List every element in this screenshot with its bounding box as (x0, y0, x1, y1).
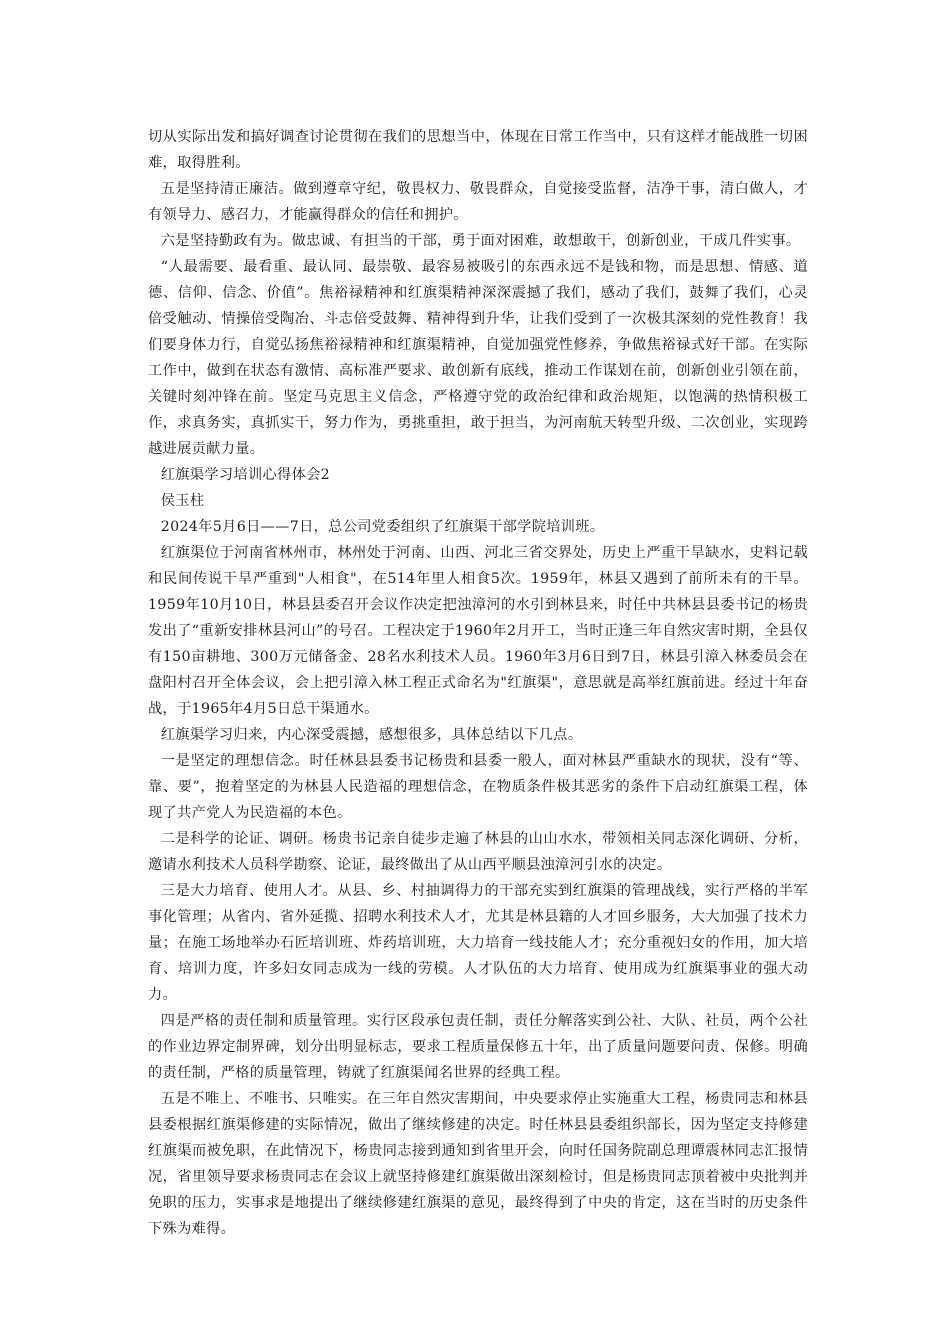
paragraph-point-three-talent: 三是大力培育、使用人才。从县、乡、村抽调得力的干部充实到红旗渠的管理战线，实行严格的半军事化管理；从省内、省外延揽、招聘水利技术人才，尤其是林县籍的人才回乡服务，大大加强了技术力量；在施工场地举办石匠培训班、炸药培训班，大力培育一线技能人才；充分重视妇女的作用，加大培育、培训力度，许多妇女同志成为一线的劳模。人才队伍的大力培育、使用成为红旗渠事业的强大动力。 (148, 883, 808, 1003)
paragraph-point-six-diligence: 六是坚持勤政有为。做忠诚、有担当的干部，勇于面对困难，敢想敢干，创新创业，干成几件实事。 (160, 233, 801, 249)
paragraph-summary-intro: 红旗渠学习归来，内心深受震撼，感想很多，具体总结以下几点。 (160, 727, 583, 743)
author-name: 侯玉柱 (160, 493, 205, 509)
document-body (148, 124, 808, 1242)
paragraph-hongqiqu-history: 红旗渠位于河南省林州市，林州处于河南、山西、河北三省交界处，历史上严重干旱缺水，史料记载和民间传说干旱严重到"人相食"，在514年里人相食5次。1959年，林县又遇到了前所未有的干旱。1959年10月10日，林县县委召开会议作决定把浊漳河的水引到林县来，时任中共林县县委书记的杨贵发出了“重新安排林县河山”的号召。工程决定于1960年2月开工，当时正逢三年自然灾害时期，全县仅有150亩耕地、300万元储备金、28名水利技术人员。1960年3月6日到7日，林县引漳入林委员会在盘阳村召开全体会议，会上把引漳入林工程正式命名为"红旗渠"，意思就是高举红旗前进。经过十年奋战，于1965年4月5日总干渠通水。 (148, 545, 808, 717)
paragraph-point-five-integrity: 五是坚持清正廉洁。做到遵章守纪，敬畏权力、敬畏群众，自觉接受监督，洁净干事，清白做人，才有领导力、感召力，才能赢得群众的信任和拥护。 (148, 181, 808, 223)
paragraph-point-one-ideals: 一是坚定的理想信念。时任林县县委书记杨贵和县委一般人，面对林县严重缺水的现状，没有“等、靠、要”，抱着坚定的为林县人民造福的理想信念，在物质条件极其恶劣的条件下启动红旗渠工程，体现了共产党人为民造福的本色。 (148, 753, 808, 821)
paragraph-point-four-quality: 四是严格的责任制和质量管理。实行区段承包责任制，责任分解落实到公社、大队、社员，两个公社的作业边界定制界碑，划分出明显标志，要求工程质量保修五十年，出了质量问题要问责、保修。明确的责任制，严格的质量管理，铸就了红旗渠闻名世界的经典工程。 (148, 1013, 808, 1081)
paragraph-point-five-truth: 五是不唯上、不唯书、只唯实。在三年自然灾害期间，中央要求停止实施重大工程，杨贵同志和林县县委根据红旗渠修建的实际情况，做出了继续修建的决定。时任林县县委组织部长，因为坚定支持修建红旗渠而被免职，在此情况下，杨贵同志接到通知到省里开会，向时任国务院副总理谭震林同志汇报情况，省里领导要求杨贵同志在会议上就坚持修建红旗渠做出深刻检讨，但是杨贵同志顶着被中央批判并免职的压力，实事求是地提出了继续修建红旗渠的意见，最终得到了中央的肯定，这在当时的历史条件下殊为难得。 (148, 1091, 808, 1237)
section-heading: 红旗渠学习培训心得体会2 (160, 467, 331, 483)
paragraph-continuation: 切从实际出发和搞好调查讨论贯彻在我们的思想当中，体现在日常工作当中，只有这样才能战胜一切困难，取得胜利。 (148, 129, 808, 171)
paragraph-training-date: 2024年5月6日——7日，总公司党委组织了红旗渠干部学院培训班。 (160, 519, 605, 535)
paragraph-point-two-research: 二是科学的论证、调研。杨贵书记亲自徒步走遍了林县的山山水水，带领相关同志深化调研、分析，邀请水利技术人员科学勘察、论证，最终做出了从山西平顺县浊漳河引水的决定。 (148, 831, 808, 873)
paragraph-quote-conclusion: “人最需要、最看重、最认同、最崇敬、最容易被吸引的东西永远不是钱和物，而是思想、情感、道德、信仰、信念、价值”。焦裕禄精神和红旗渠精神深深震撼了我们，感动了我们，鼓舞了我们，心灵倍受触动、情操倍受陶冶、斗志倍受鼓舞、精神得到升华，让我们受到了一次极其深刻的党性教育！我们要身体力行，自觉弘扬焦裕禄精神和红旗渠精神，自觉加强党性修养，争做焦裕禄式好干部。在实际工作中，做到在状态有激情、高标准严要求、敢创新有底线，推动工作谋划在前，创新创业引领在前，关键时刻冲锋在前。坚定马克思主义信念，严格遵守党的政治纪律和政治规矩，以饱满的热情积极工作，求真务实，真抓实干，努力作为，勇挑重担，敢于担当，为河南航天转型升级、二次创业，实现跨越进展贡献力量。 (148, 259, 808, 457)
